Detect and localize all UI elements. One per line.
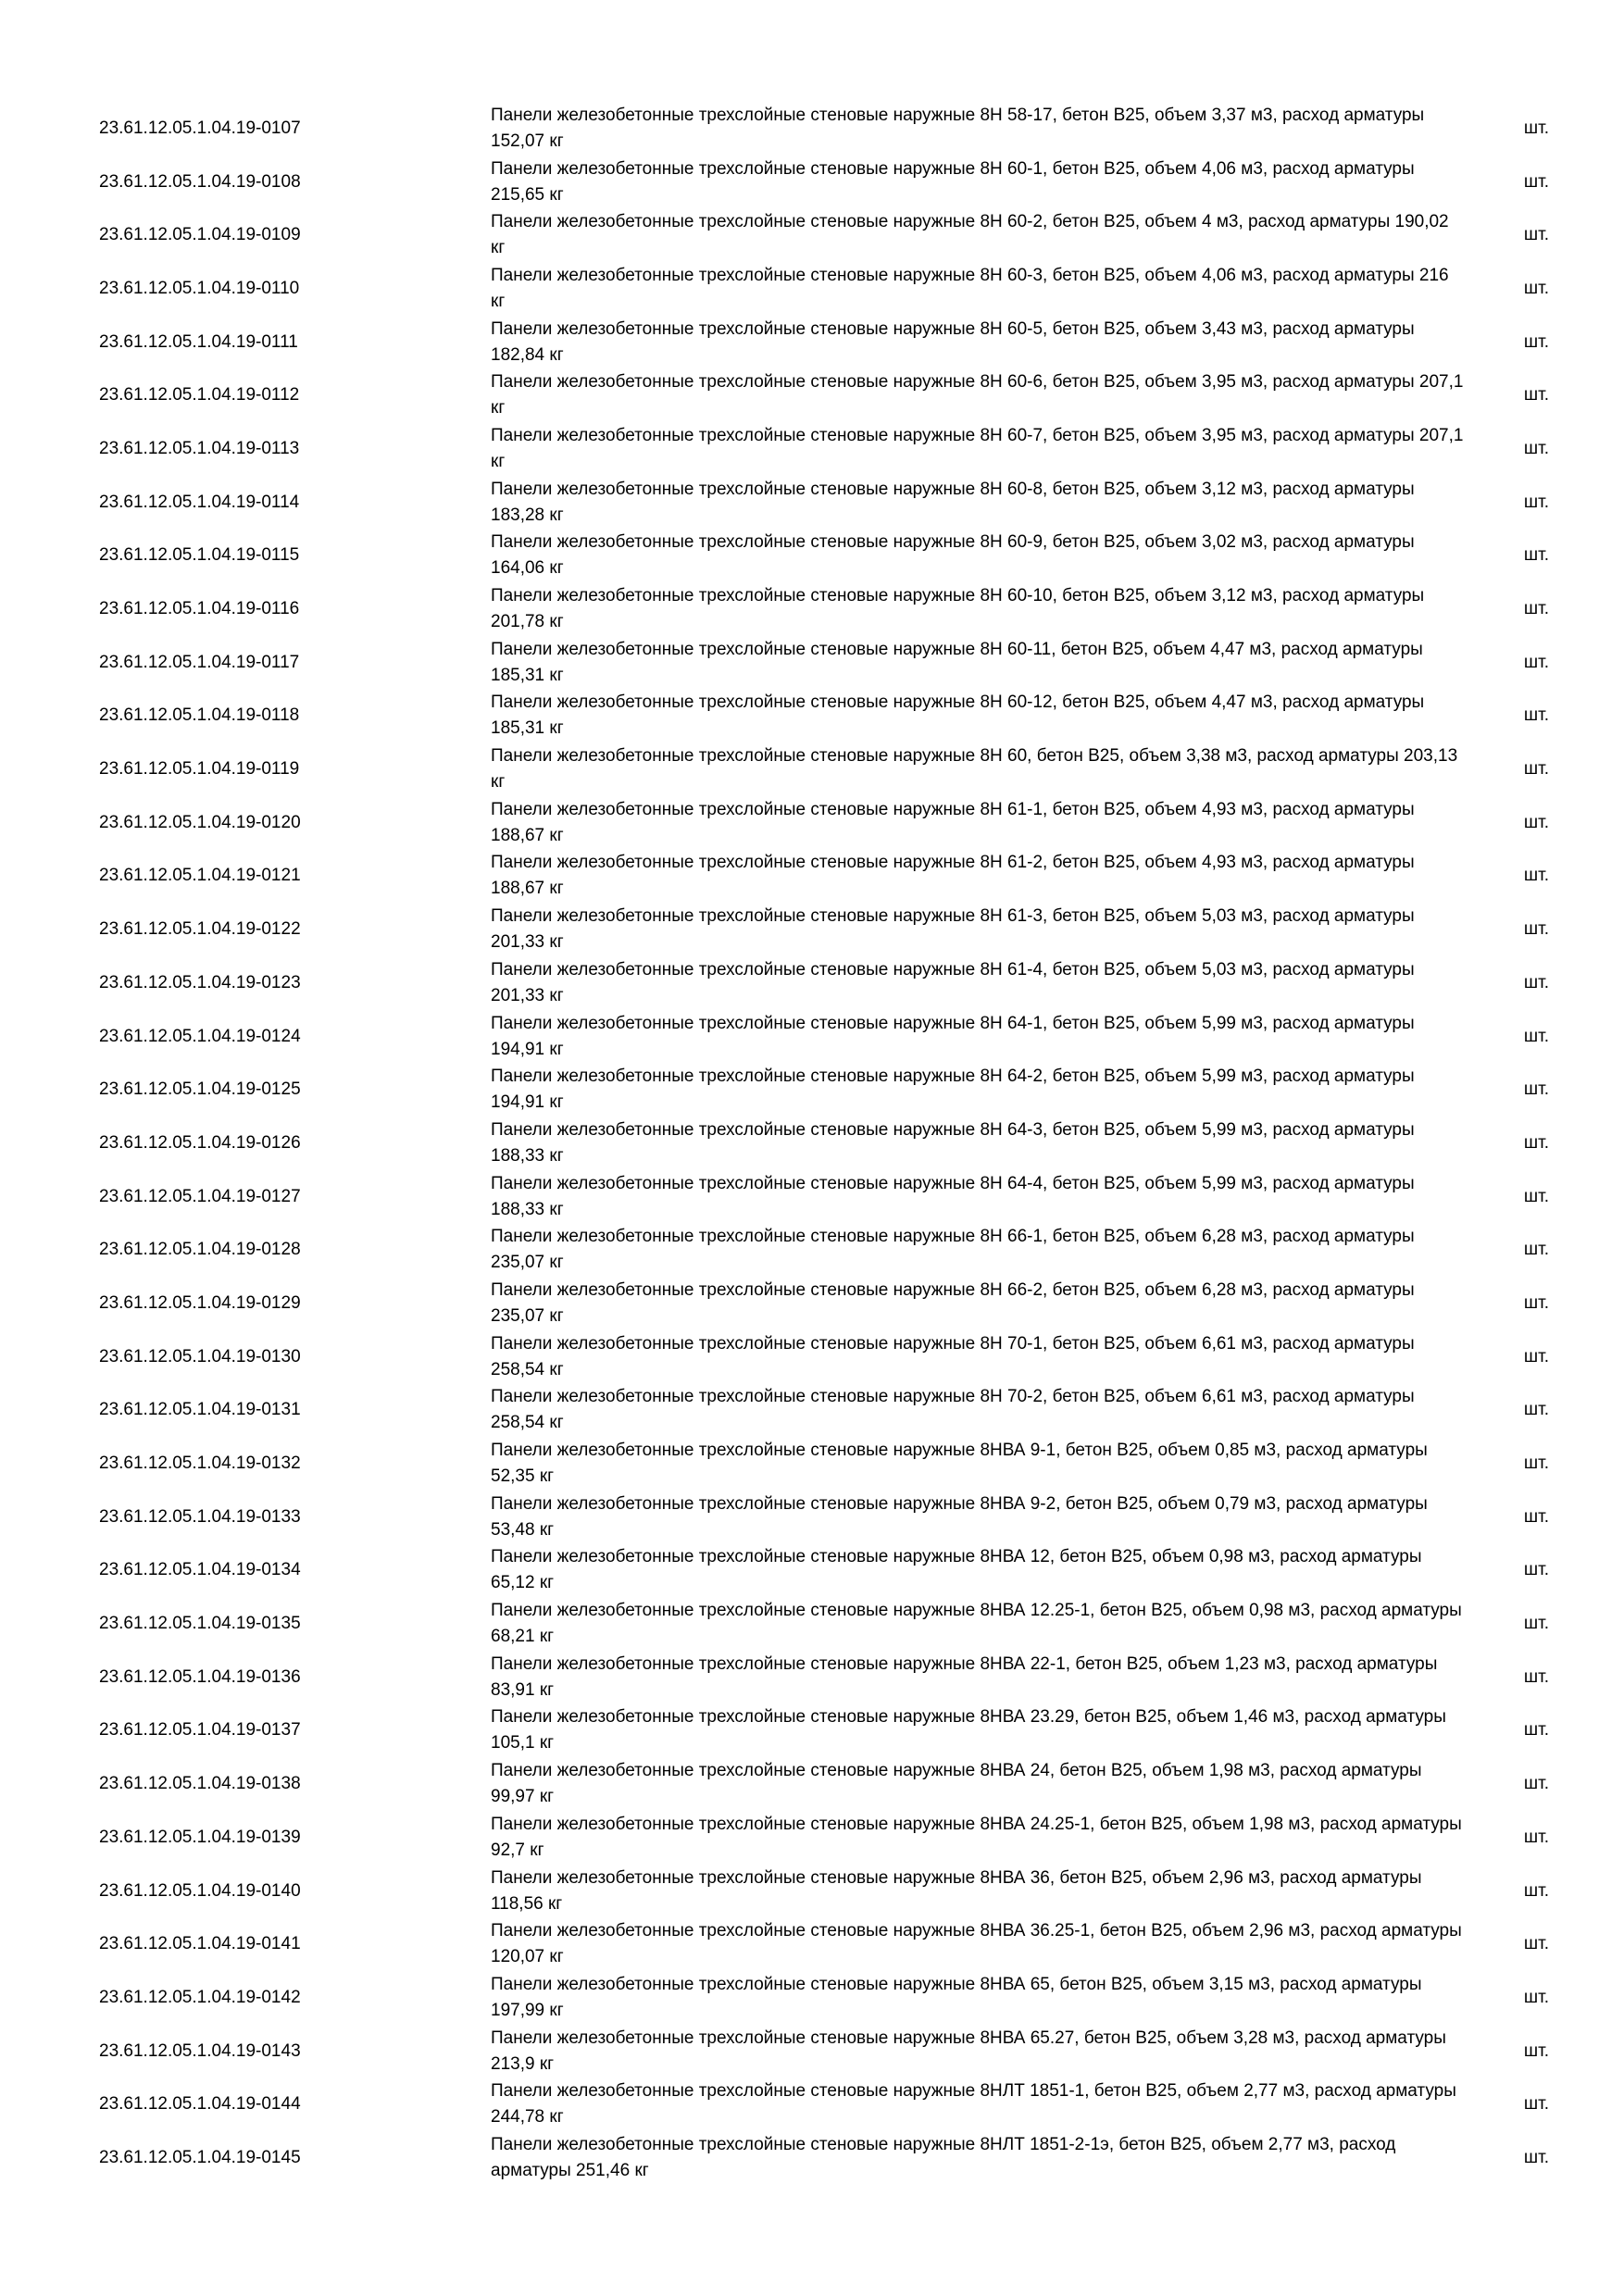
row-description: Панели железобетонные трехслойные стеновые наружные 8НВА 22-1, бетон В25, объем 1,23 м3, расход арматуры 83,91 кг bbox=[491, 1653, 1438, 1700]
row-description: Панели железобетонные трехслойные стеновые наружные 8НВА 65.27, бетон В25, объем 3,28 м3, расход арматуры 213,9 кг bbox=[491, 2028, 1446, 2074]
row-unit: шт. bbox=[1523, 2147, 1549, 2167]
row-description: Панели железобетонные трехслойные стеновые наружные 8Н 60-6, бетон В25, объем 3,95 м3, расход арматуры 207,1 кг bbox=[491, 372, 1464, 418]
row-code: 23.61.12.05.1.04.19-0114 bbox=[99, 492, 300, 512]
row-code: 23.61.12.05.1.04.19-0117 bbox=[99, 652, 300, 672]
table-row bbox=[99, 636, 1571, 690]
row-code: 23.61.12.05.1.04.19-0113 bbox=[99, 438, 300, 458]
row-code: 23.61.12.05.1.04.19-0121 bbox=[99, 866, 301, 886]
table-row bbox=[99, 1010, 1571, 1064]
row-description: Панели железобетонные трехслойные стеновые наружные 8Н 70-1, бетон В25, объем 6,61 м3, расход арматуры 258,54 кг bbox=[491, 1333, 1415, 1379]
row-unit: шт. bbox=[1523, 812, 1549, 832]
table-row bbox=[99, 422, 1571, 476]
row-code: 23.61.12.05.1.04.19-0137 bbox=[99, 1720, 301, 1741]
row-code: 23.61.12.05.1.04.19-0125 bbox=[99, 1079, 301, 1100]
row-unit: шт. bbox=[1523, 385, 1549, 406]
row-unit: шт. bbox=[1523, 1506, 1549, 1527]
row-unit: шт. bbox=[1523, 1666, 1549, 1687]
row-code: 23.61.12.05.1.04.19-0127 bbox=[99, 1186, 301, 1206]
row-description: Панели железобетонные трехслойные стеновые наружные 8НВА 24, бетон В25, объем 1,98 м3, расход арматуры 99,97 кг bbox=[491, 1761, 1422, 1807]
row-code: 23.61.12.05.1.04.19-0145 bbox=[99, 2147, 301, 2167]
row-unit: шт. bbox=[1523, 1346, 1549, 1366]
row-description: Панели железобетонные трехслойные стеновые наружные 8НВА 23.29, бетон В25, объем 1,46 м3, расход арматуры 105,1 кг bbox=[491, 1707, 1446, 1753]
row-unit: шт. bbox=[1523, 1934, 1549, 1954]
table-row bbox=[99, 1757, 1571, 1811]
row-description: Панели железобетонные трехслойные стеновые наружные 8Н 61-2, бетон В25, объем 4,93 м3, расход арматуры 188,67 кг bbox=[491, 853, 1415, 899]
row-code: 23.61.12.05.1.04.19-0124 bbox=[99, 1026, 301, 1046]
row-description: Панели железобетонные трехслойные стеновые наружные 8Н 60, бетон В25, объем 3,38 м3, расход арматуры 203,13 кг bbox=[491, 746, 1458, 792]
row-description: Панели железобетонные трехслойные стеновые наружные 8Н 60-11, бетон В25, объем 4,47 м3, расход арматуры 185,31 кг bbox=[491, 639, 1423, 685]
row-description: Панели железобетонные трехслойные стеновые наружные 8НЛТ 1851-1, бетон В25, объем 2,77 м3, расход арматуры 244,78 кг bbox=[491, 2081, 1456, 2128]
row-description: Панели железобетонные трехслойные стеновые наружные 8Н 60-5, бетон В25, объем 3,43 м3, расход арматуры 182,84 кг bbox=[491, 318, 1415, 365]
row-description: Панели железобетонные трехслойные стеновые наружные 8Н 60-3, бетон В25, объем 4,06 м3, расход арматуры 216 кг bbox=[491, 265, 1449, 311]
row-unit: шт. bbox=[1523, 1026, 1549, 1046]
row-unit: шт. bbox=[1523, 599, 1549, 619]
table-row bbox=[99, 102, 1571, 156]
row-description: Панели железобетонные трехслойные стеновые наружные 8Н 60-2, бетон В25, объем 4 м3, расход арматуры 190,02 кг bbox=[491, 212, 1449, 258]
row-code: 23.61.12.05.1.04.19-0142 bbox=[99, 1987, 301, 2007]
row-description: Панели железобетонные трехслойные стеновые наружные 8Н 64-3, бетон В25, объем 5,99 м3, расход арматуры 188,33 кг bbox=[491, 1119, 1415, 1166]
table-row bbox=[99, 1544, 1571, 1598]
row-unit: шт. bbox=[1523, 1132, 1549, 1153]
row-code: 23.61.12.05.1.04.19-0120 bbox=[99, 812, 301, 832]
row-unit: шт. bbox=[1523, 171, 1549, 192]
table-row bbox=[99, 262, 1571, 316]
row-code: 23.61.12.05.1.04.19-0143 bbox=[99, 2040, 301, 2061]
table-row bbox=[99, 2131, 1571, 2185]
table-row bbox=[99, 742, 1571, 796]
row-unit: шт. bbox=[1523, 545, 1549, 566]
row-description: Панели железобетонные трехслойные стеновые наружные 8Н 61-3, бетон В25, объем 5,03 м3, расход арматуры 201,33 кг bbox=[491, 906, 1415, 953]
row-description: Панели железобетонные трехслойные стеновые наружные 8Н 66-1, бетон В25, объем 6,28 м3, расход арматуры 235,07 кг bbox=[491, 1227, 1415, 1273]
row-code: 23.61.12.05.1.04.19-0129 bbox=[99, 1292, 301, 1313]
row-code: 23.61.12.05.1.04.19-0110 bbox=[99, 278, 300, 298]
row-unit: шт. bbox=[1523, 1186, 1549, 1206]
table-row bbox=[99, 476, 1571, 530]
row-code: 23.61.12.05.1.04.19-0144 bbox=[99, 2094, 301, 2115]
row-unit: шт. bbox=[1523, 866, 1549, 886]
table-row bbox=[99, 2078, 1571, 2131]
table-row bbox=[99, 156, 1571, 209]
row-unit: шт. bbox=[1523, 2094, 1549, 2115]
table-row bbox=[99, 690, 1571, 743]
row-unit: шт. bbox=[1523, 1987, 1549, 2007]
row-description: Панели железобетонные трехслойные стеновые наружные 8НВА 24.25-1, бетон В25, объем 1,98 м3, расход арматуры 92,7 кг bbox=[491, 1814, 1462, 1860]
row-unit: шт. bbox=[1523, 278, 1549, 298]
row-unit: шт. bbox=[1523, 331, 1549, 352]
table-row bbox=[99, 582, 1571, 636]
row-code: 23.61.12.05.1.04.19-0128 bbox=[99, 1240, 301, 1260]
row-unit: шт. bbox=[1523, 1827, 1549, 1847]
row-code: 23.61.12.05.1.04.19-0111 bbox=[99, 331, 298, 352]
table-row bbox=[99, 1971, 1571, 2025]
row-code: 23.61.12.05.1.04.19-0118 bbox=[99, 705, 300, 726]
row-unit: шт. bbox=[1523, 705, 1549, 726]
table-row bbox=[99, 1117, 1571, 1170]
row-unit: шт. bbox=[1523, 652, 1549, 672]
table-row bbox=[99, 208, 1571, 262]
row-code: 23.61.12.05.1.04.19-0122 bbox=[99, 919, 301, 940]
table-row bbox=[99, 368, 1571, 422]
row-description: Панели железобетонные трехслойные стеновые наружные 8Н 64-2, бетон В25, объем 5,99 м3, расход арматуры 194,91 кг bbox=[491, 1067, 1415, 1113]
row-unit: шт. bbox=[1523, 225, 1549, 245]
table-row bbox=[99, 850, 1571, 904]
row-unit: шт. bbox=[1523, 2040, 1549, 2061]
row-code: 23.61.12.05.1.04.19-0139 bbox=[99, 1827, 301, 1847]
row-code: 23.61.12.05.1.04.19-0136 bbox=[99, 1666, 301, 1687]
table-row bbox=[99, 1063, 1571, 1117]
table-row bbox=[99, 1330, 1571, 1384]
row-code: 23.61.12.05.1.04.19-0134 bbox=[99, 1560, 301, 1580]
row-description: Панели железобетонные трехслойные стеновые наружные 8НВА 36, бетон В25, объем 2,96 м3, расход арматуры 118,56 кг bbox=[491, 1867, 1422, 1914]
price-table bbox=[99, 102, 1571, 2185]
row-unit: шт. bbox=[1523, 1454, 1549, 1474]
row-unit: шт. bbox=[1523, 1400, 1549, 1420]
row-code: 23.61.12.05.1.04.19-0109 bbox=[99, 225, 301, 245]
row-description: Панели железобетонные трехслойные стеновые наружные 8Н 61-1, бетон В25, объем 4,93 м3, расход арматуры 188,67 кг bbox=[491, 799, 1415, 845]
table-row bbox=[99, 1491, 1571, 1544]
row-code: 23.61.12.05.1.04.19-0108 bbox=[99, 171, 301, 192]
row-code: 23.61.12.05.1.04.19-0116 bbox=[99, 599, 300, 619]
table-row bbox=[99, 316, 1571, 369]
row-description: Панели железобетонные трехслойные стеновые наружные 8Н 60-10, бетон В25, объем 3,12 м3, расход арматуры 201,78 кг bbox=[491, 586, 1425, 632]
row-description: Панели железобетонные трехслойные стеновые наружные 8Н 64-1, бетон В25, объем 5,99 м3, расход арматуры 194,91 кг bbox=[491, 1013, 1415, 1059]
row-unit: шт. bbox=[1523, 1774, 1549, 1794]
row-code: 23.61.12.05.1.04.19-0107 bbox=[99, 118, 301, 138]
row-code: 23.61.12.05.1.04.19-0126 bbox=[99, 1132, 301, 1153]
row-unit: шт. bbox=[1523, 438, 1549, 458]
row-code: 23.61.12.05.1.04.19-0135 bbox=[99, 1614, 301, 1634]
row-description: Панели железобетонные трехслойные стеновые наружные 8Н 58-17, бетон В25, объем 3,37 м3, расход арматуры 152,07 кг bbox=[491, 105, 1425, 151]
row-code: 23.61.12.05.1.04.19-0132 bbox=[99, 1454, 301, 1474]
row-unit: шт. bbox=[1523, 1614, 1549, 1634]
row-code: 23.61.12.05.1.04.19-0123 bbox=[99, 972, 301, 992]
row-description: Панели железобетонные трехслойные стеновые наружные 8НВА 9-1, бетон В25, объем 0,85 м3, расход арматуры 52,35 кг bbox=[491, 1441, 1428, 1487]
row-description: Панели железобетонные трехслойные стеновые наружные 8НВА 12.25-1, бетон В25, объем 0,98 м3, расход арматуры 68,21 кг bbox=[491, 1601, 1462, 1647]
row-description: Панели железобетонные трехслойные стеновые наружные 8Н 61-4, бетон В25, объем 5,03 м3, расход арматуры 201,33 кг bbox=[491, 959, 1415, 1005]
row-code: 23.61.12.05.1.04.19-0112 bbox=[99, 385, 300, 406]
row-code: 23.61.12.05.1.04.19-0130 bbox=[99, 1346, 301, 1366]
row-unit: шт. bbox=[1523, 759, 1549, 780]
row-description: Панели железобетонные трехслойные стеновые наружные 8НВА 36.25-1, бетон В25, объем 2,96 м3, расход арматуры 120,07 кг bbox=[491, 1921, 1462, 1967]
row-code: 23.61.12.05.1.04.19-0138 bbox=[99, 1774, 301, 1794]
row-unit: шт. bbox=[1523, 1292, 1549, 1313]
table-row bbox=[99, 1811, 1571, 1865]
table-row bbox=[99, 1277, 1571, 1330]
row-description: Панели железобетонные трехслойные стеновые наружные 8Н 60-8, бетон В25, объем 3,12 м3, расход арматуры 183,28 кг bbox=[491, 479, 1415, 525]
row-unit: шт. bbox=[1523, 1079, 1549, 1100]
table-row bbox=[99, 956, 1571, 1010]
row-description: Панели железобетонные трехслойные стеновые наружные 8Н 60-12, бетон В25, объем 4,47 м3, расход арматуры 185,31 кг bbox=[491, 693, 1425, 739]
row-code: 23.61.12.05.1.04.19-0133 bbox=[99, 1506, 301, 1527]
row-unit: шт. bbox=[1523, 1240, 1549, 1260]
table-row bbox=[99, 1704, 1571, 1758]
table-row bbox=[99, 903, 1571, 956]
row-unit: шт. bbox=[1523, 919, 1549, 940]
table-row bbox=[99, 1597, 1571, 1651]
row-unit: шт. bbox=[1523, 972, 1549, 992]
table-row bbox=[99, 1170, 1571, 1224]
table-row bbox=[99, 1384, 1571, 1438]
row-code: 23.61.12.05.1.04.19-0131 bbox=[99, 1400, 301, 1420]
row-description: Панели железобетонные трехслойные стеновые наружные 8НВА 65, бетон В25, объем 3,15 м3, расход арматуры 197,99 кг bbox=[491, 1974, 1422, 2020]
row-unit: шт. bbox=[1523, 1560, 1549, 1580]
row-code: 23.61.12.05.1.04.19-0141 bbox=[99, 1934, 301, 1954]
row-description: Панели железобетонные трехслойные стеновые наружные 8Н 66-2, бетон В25, объем 6,28 м3, расход арматуры 235,07 кг bbox=[491, 1279, 1415, 1326]
row-description: Панели железобетонные трехслойные стеновые наружные 8НВА 9-2, бетон В25, объем 0,79 м3, расход арматуры 53,48 кг bbox=[491, 1493, 1428, 1540]
row-unit: шт. bbox=[1523, 1720, 1549, 1741]
row-code: 23.61.12.05.1.04.19-0140 bbox=[99, 1880, 301, 1901]
row-description: Панели железобетонные трехслойные стеновые наружные 8НЛТ 1851-2-1э, бетон В25, объем 2,77 м3, расход арматуры 251,46 кг bbox=[491, 2134, 1396, 2180]
row-unit: шт. bbox=[1523, 118, 1549, 138]
table-row bbox=[99, 1437, 1571, 1491]
row-unit: шт. bbox=[1523, 1880, 1549, 1901]
row-code: 23.61.12.05.1.04.19-0115 bbox=[99, 545, 300, 566]
row-description: Панели железобетонные трехслойные стеновые наружные 8Н 70-2, бетон В25, объем 6,61 м3, расход арматуры 258,54 кг bbox=[491, 1387, 1415, 1433]
table-row bbox=[99, 1865, 1571, 1918]
table-row bbox=[99, 796, 1571, 850]
row-unit: шт. bbox=[1523, 492, 1549, 512]
table-row bbox=[99, 1917, 1571, 1971]
table-row bbox=[99, 1651, 1571, 1704]
row-code: 23.61.12.05.1.04.19-0119 bbox=[99, 759, 300, 780]
table-row bbox=[99, 1223, 1571, 1277]
row-description: Панели железобетонные трехслойные стеновые наружные 8Н 60-9, бетон В25, объем 3,02 м3, расход арматуры 164,06 кг bbox=[491, 532, 1415, 579]
table-row bbox=[99, 2025, 1571, 2078]
table-row bbox=[99, 530, 1571, 583]
row-description: Панели железобетонные трехслойные стеновые наружные 8Н 60-1, бетон В25, объем 4,06 м3, расход арматуры 215,65 кг bbox=[491, 158, 1415, 205]
row-description: Панели железобетонные трехслойные стеновые наружные 8Н 64-4, бетон В25, объем 5,99 м3, расход арматуры 188,33 кг bbox=[491, 1173, 1415, 1219]
row-description: Панели железобетонные трехслойные стеновые наружные 8Н 60-7, бетон В25, объем 3,95 м3, расход арматуры 207,1 кг bbox=[491, 425, 1464, 471]
row-description: Панели железобетонные трехслойные стеновые наружные 8НВА 12, бетон В25, объем 0,98 м3, расход арматуры 65,12 кг bbox=[491, 1547, 1422, 1593]
